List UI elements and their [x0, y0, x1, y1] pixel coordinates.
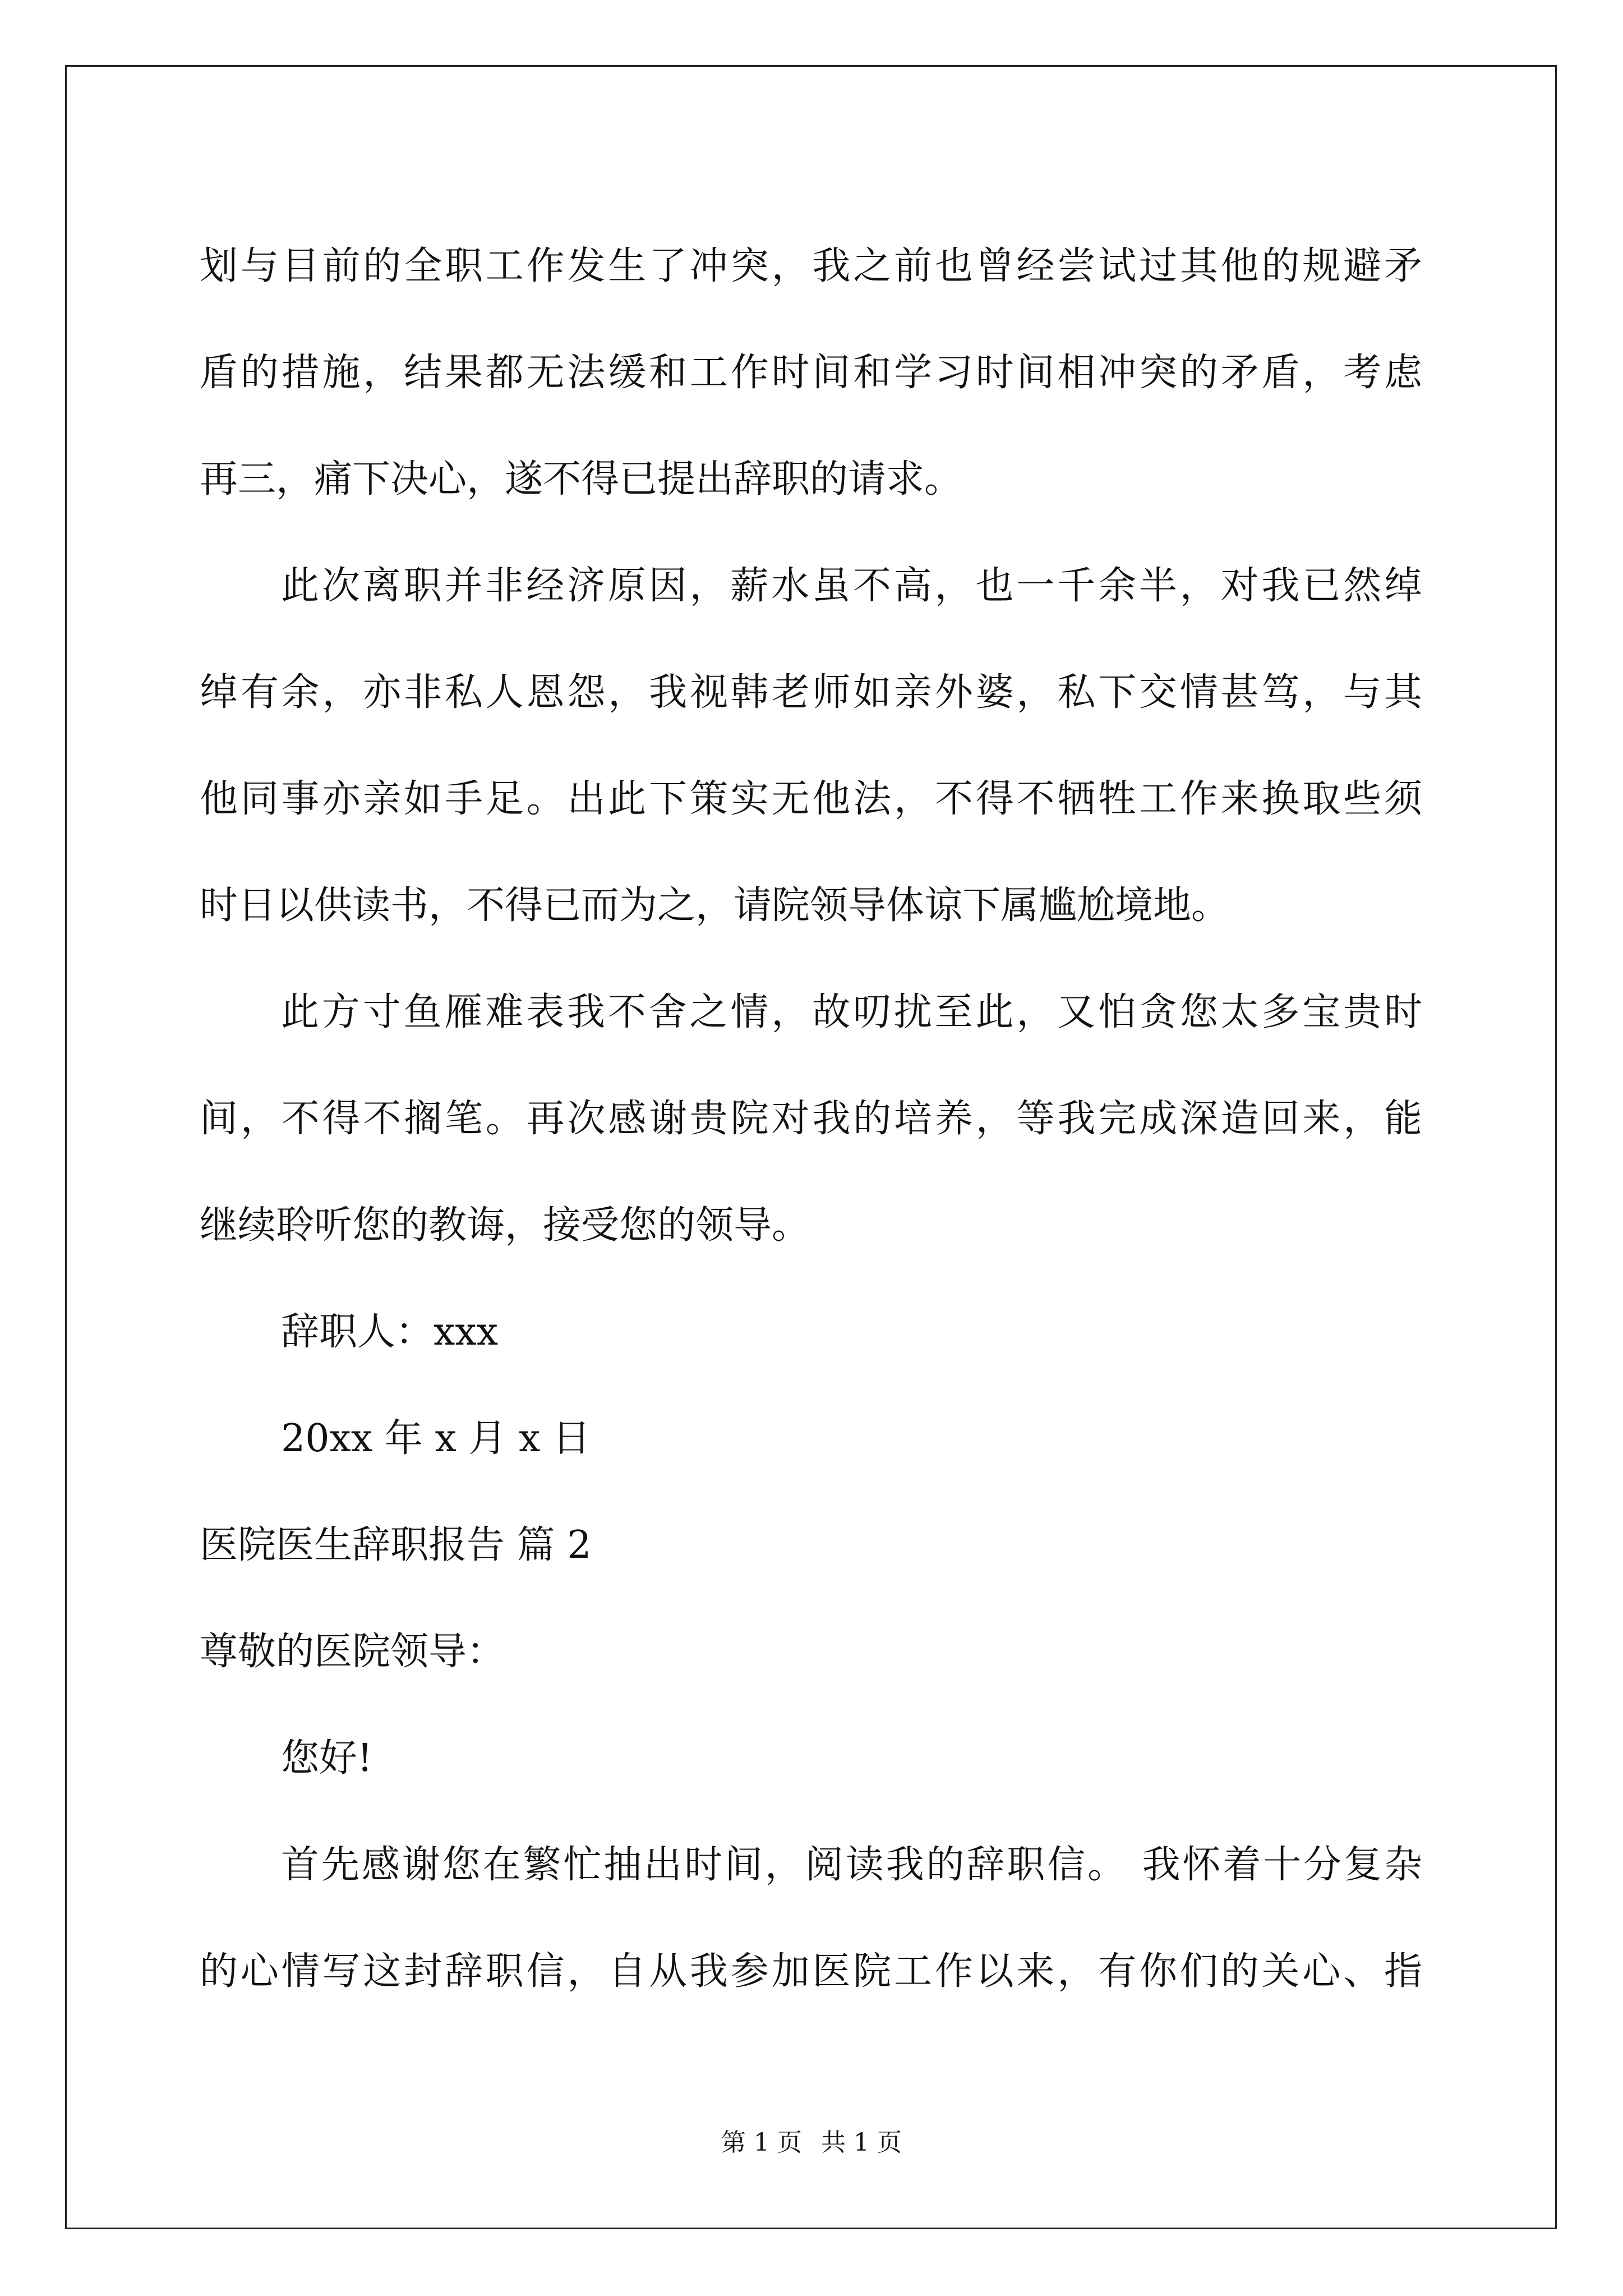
salutation: 尊敬的医院领导：	[200, 1630, 505, 1674]
section-heading: 医院医生辞职报告 篇 2	[200, 1523, 592, 1567]
page-total: 共 1 页	[821, 2128, 902, 2157]
text-line: 再三，痛下决心，遂不得已提出辞职的请求。	[200, 457, 963, 501]
text-line: 盾的措施，结果都无法缓和工作时间和学习时间相冲突的矛盾，考虑	[200, 351, 1422, 395]
text-line: 他同事亦亲如手足。出此下策实无他法，不得不牺牲工作来换取些须	[200, 777, 1422, 821]
date-line: 20xx 年 x 月 x 日	[281, 1416, 591, 1461]
page-footer	[0, 2126, 1623, 2160]
text-line: 时日以供读书，不得已而为之，请院领导体谅下属尴尬境地。	[200, 884, 1230, 928]
text-line: 绰有余，亦非私人恩怨，我视韩老师如亲外婆，私下交情甚笃，与其	[200, 670, 1422, 715]
text-line: 间，不得不搁笔。再次感谢贵院对我的培养，等我完成深造回来，能	[200, 1097, 1422, 1141]
page-number: 第 1 页	[721, 2128, 802, 2157]
document-body	[200, 213, 1422, 2025]
text-line: 此方寸鱼雁难表我不舍之情，故叨扰至此，又怕贪您太多宝贵时	[281, 990, 1422, 1034]
text-line: 划与目前的全职工作发生了冲突，我之前也曾经尝试过其他的规避矛	[200, 244, 1422, 288]
greeting: 您好!	[281, 1736, 373, 1780]
text-line: 继续聆听您的教诲，接受您的领导。	[200, 1203, 810, 1248]
text-line: 此次离职并非经济原因，薪水虽不高，也一千余半，对我已然绰	[281, 564, 1422, 608]
signature-line: 辞职人：xxx	[281, 1310, 499, 1354]
text-line: 的心情写这封辞职信，自从我参加医院工作以来，有你们的关心、指	[200, 1949, 1422, 1994]
text-line: 首先感谢您在繁忙抽出时间，阅读我的辞职信。 我怀着十分复杂	[281, 1843, 1422, 1887]
